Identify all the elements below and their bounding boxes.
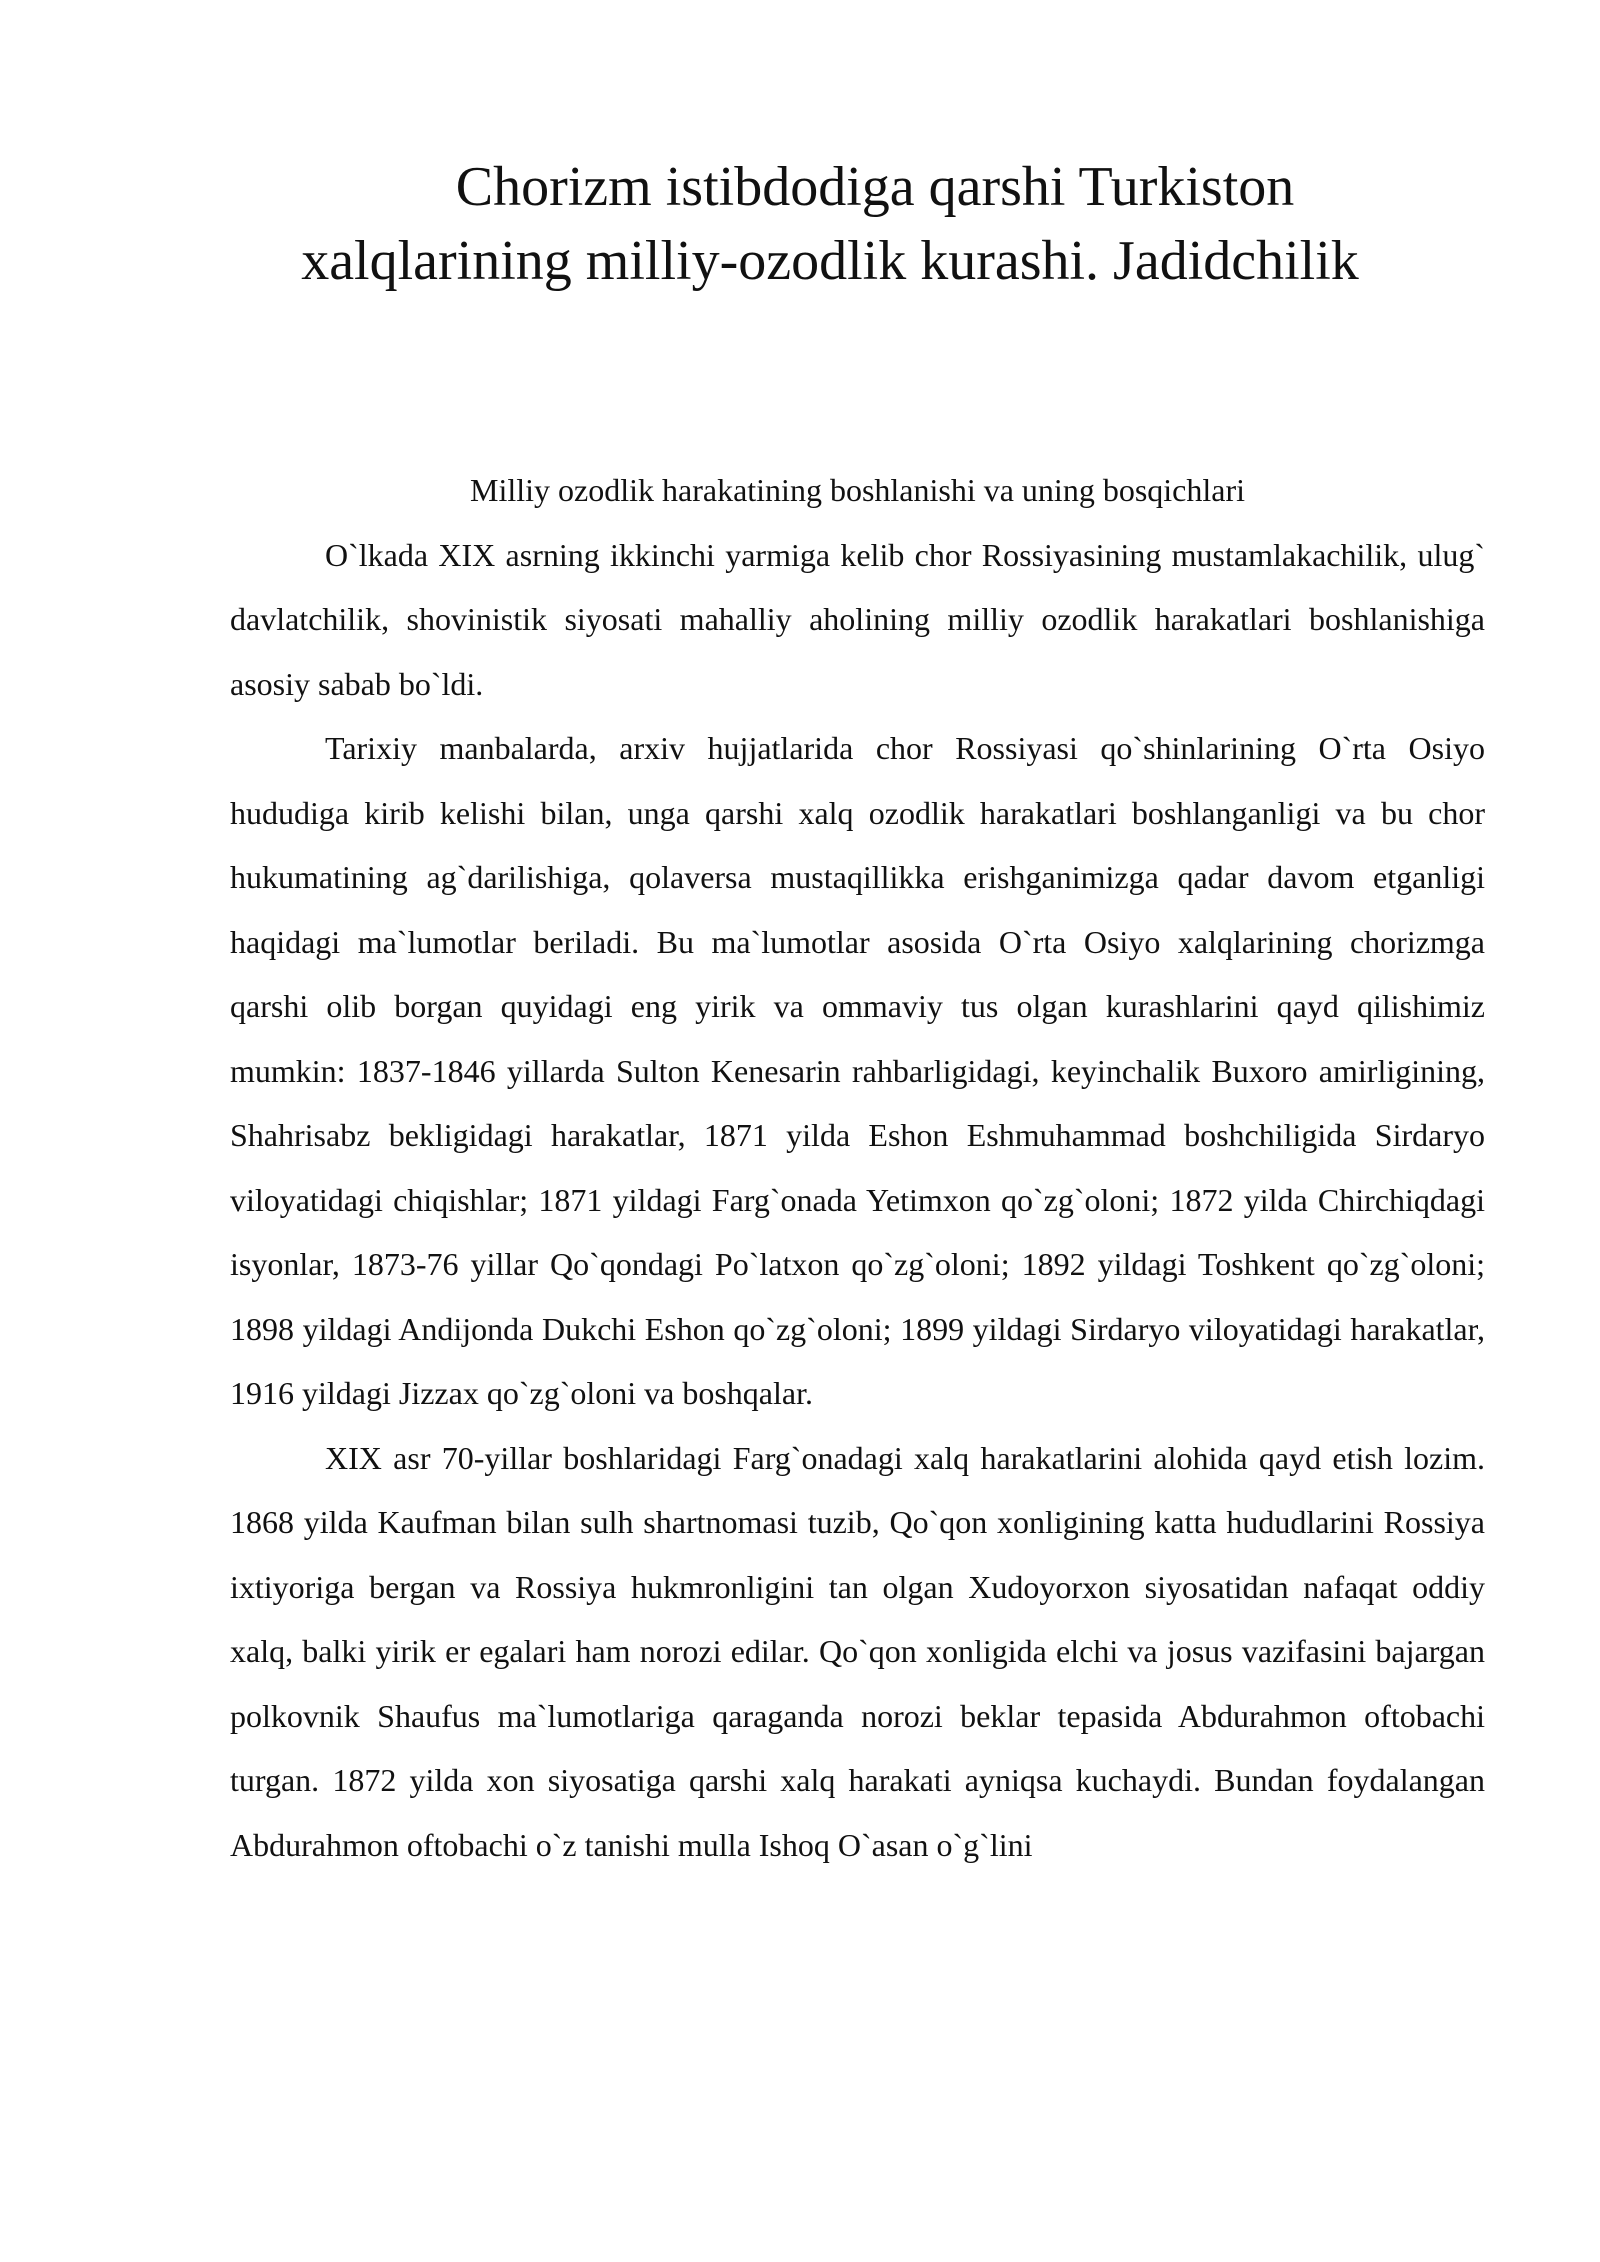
document-title-line-1: Chorizm istibdodiga qarshi Turkiston — [455, 156, 1295, 218]
document-title-line-2: xalqlarining milliy-ozodlik kurashi. Jadidchilik — [301, 230, 1359, 292]
body-paragraph-2: Tarixiy manbalarda, arxiv hujjatlarida chor Rossiyasi qo`shinlarining O`rta Osiyo hududiga kirib kelishi bilan, unga qarshi xalq ozodlik harakatlari boshlanganligi va bu chor hukumatining ag`darilishiga, qolaversa mustaqillikka erishganimizga qadar davom etganligi haqidagi ma`lumotlar beriladi. Bu ma`lumotlar asosida O`rta Osiyo xalqlarining chorizmga qarshi olib borgan quyidagi eng yirik va ommaviy tus olgan kurashlarini qayd qilishimiz mumkin: 1837-1846 yillarda Sulton Kenesarin rahbarligidagi, keyinchalik Buxoro amirligining, Shahrisabz bekligidagi harakatlar, 1871 yilda Eshon Eshmuhammad boshchiligida Sirdaryo viloyatidagi chiqishlar; 1871 yildagi Farg`onada Yetimxon qo`zg`oloni; 1872 yilda Chirchiqdagi isyonlar, 1873-76 yillar Qo`qondagi Po`latxon qo`zg`oloni; 1892 yildagi Toshkent qo`zg`oloni; 1898 yildagi Andijonda Dukchi Eshon qo`zg`oloni; 1899 yildagi Sirdaryo viloyatidagi harakatlar, 1916 yildagi Jizzax qo`zg`oloni va boshqalar. — [230, 730, 1485, 1411]
section-heading: Milliy ozodlik harakatining boshlanishi va uning bosqichlari — [470, 472, 1245, 508]
body-paragraph-3: XIX asr 70-yillar boshlaridagi Farg`onadagi xalq harakatlarini alohida qayd etish lozim. 1868 yilda Kaufman bilan sulh shartnomasi tuzib, Qo`qon xonligining katta hududlarini Rossiya ixtiyoriga bergan va Rossiya hukmronligini tan olgan Xudoyorxon siyosatidan nafaqat oddiy xalq, balki yirik er egalari ham norozi edilar. Qo`qon xonligida elchi va josus vazifasini bajargan polkovnik Shaufus ma`lumotlariga qaraganda norozi beklar tepasida Abdurahmon oftobachi turgan. 1872 yilda xon siyosatiga qarshi xalq harakati ayniqsa kuchaydi. Bundan foydalangan Abdurahmon oftobachi o`z tanishi mulla Ishoq O`asan o`g`lini — [230, 1439, 1485, 1863]
document-title — [220, 150, 1440, 298]
body-paragraph-1: O`lkada XIX asrning ikkinchi yarmiga kelib chor Rossiyasining mustamlakachilik, ulug` davlatchilik, shovinistik siyosati mahalliy aholining milliy ozodlik harakatlari boshlanishiga asosiy sabab bo`ldi. — [230, 536, 1485, 702]
document-body — [230, 458, 1485, 1877]
